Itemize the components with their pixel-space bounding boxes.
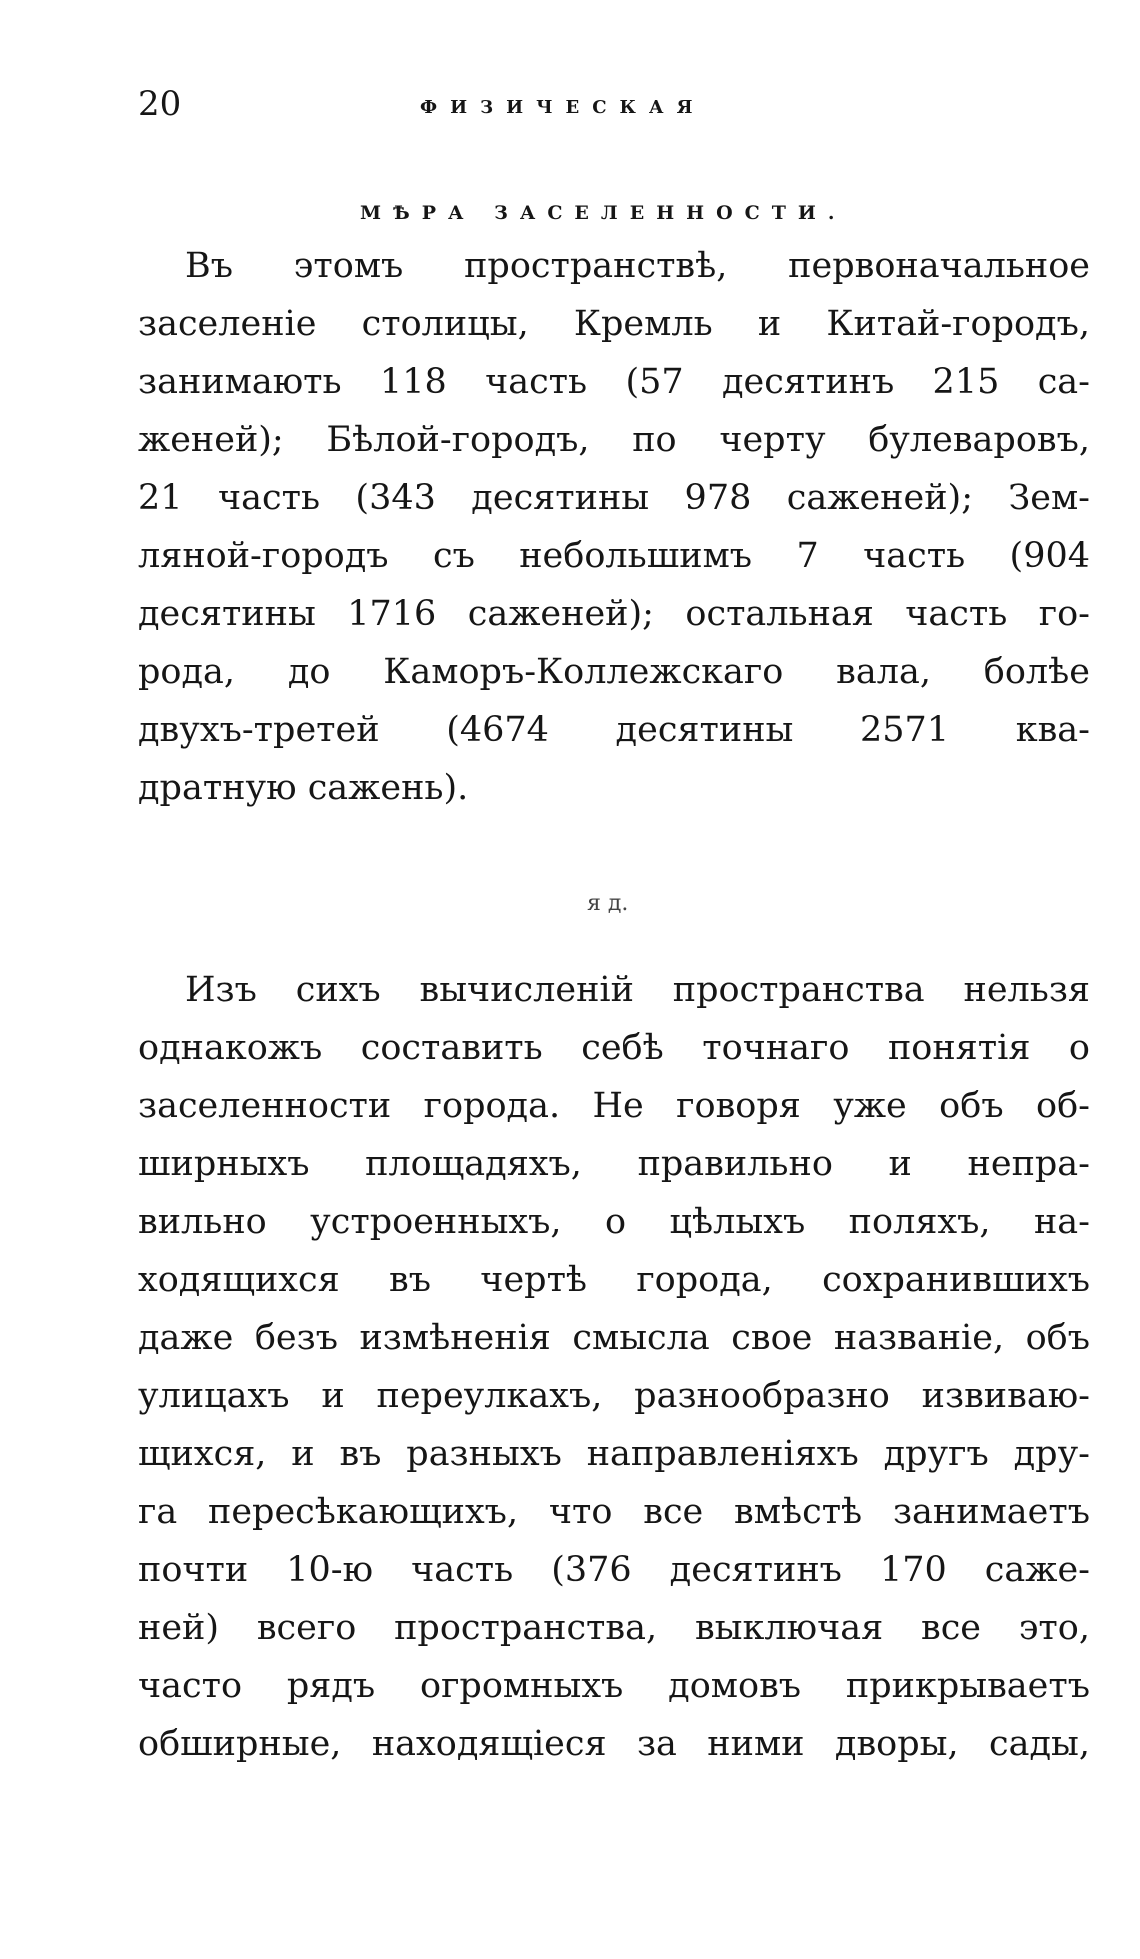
text-line: ширныхъ площадяхъ, правильно и непра- xyxy=(138,1144,1090,1184)
text-line: часто рядъ огромныхъ домовъ прикрываетъ xyxy=(138,1666,1090,1706)
text-line: почти 10-ю часть (376 десятинъ 170 саже- xyxy=(138,1550,1090,1590)
text-line: рода, до Каморъ-Коллежскаго вала, болѣе xyxy=(138,652,1090,692)
text-line: щихся, и въ разныхъ направленіяхъ другъ дру- xyxy=(138,1434,1090,1474)
text-line: ней) всего пространства, выключая все это, xyxy=(138,1608,1090,1648)
text-line: га пересѣкающихъ, что все вмѣстѣ занимаетъ xyxy=(138,1492,1090,1532)
text-line: однакожъ составить себѣ точнаго понятія о xyxy=(138,1028,1090,1068)
text-line: заселеніе столицы, Кремль и Китай-городъ, xyxy=(138,304,1090,344)
text-line: женей); Бѣлой-городъ, по черту булеваровъ, xyxy=(138,420,1090,460)
text-line: заселенности города. Не говоря уже объ об- xyxy=(138,1086,1090,1126)
text-line: ходящихся въ чертѣ города, сохранившихъ xyxy=(138,1260,1090,1300)
text-line: обширные, находящіеся за ними дворы, сады, xyxy=(138,1724,1090,1764)
text-line: Въ этомъ пространствѣ, первоначальное xyxy=(185,246,1090,286)
section-title: МѢРА ЗАСЕЛЕННОСТИ. xyxy=(360,202,847,224)
text-line: вильно устроенныхъ, о цѣлыхъ поляхъ, на- xyxy=(138,1202,1090,1242)
text-line: дратную сажень). xyxy=(138,768,469,808)
text-line: 21 часть (343 десятины 978 саженей); Зем- xyxy=(138,478,1090,518)
page-number: 20 xyxy=(138,84,182,124)
text-line: улицахъ и переулкахъ, разнообразно извиваю- xyxy=(138,1376,1090,1416)
text-line: десятины 1716 саженей); остальная часть го- xyxy=(138,594,1090,634)
text-line: даже безъ измѣненія смысла свое названіе, объ xyxy=(138,1318,1090,1358)
text-line: ляной-городъ съ небольшимъ 7 часть (904 xyxy=(138,536,1090,576)
text-line: Изъ сихъ вычисленій пространства нельзя xyxy=(185,970,1090,1010)
text-line: двухъ-третей (4674 десятины 2571 ква- xyxy=(138,710,1090,750)
running-head: ФИЗИЧЕСКАЯ xyxy=(420,97,706,118)
text-line: занимають 118 часть (57 десятинъ 215 са- xyxy=(138,362,1090,402)
stray-marks: я д. xyxy=(587,891,629,916)
